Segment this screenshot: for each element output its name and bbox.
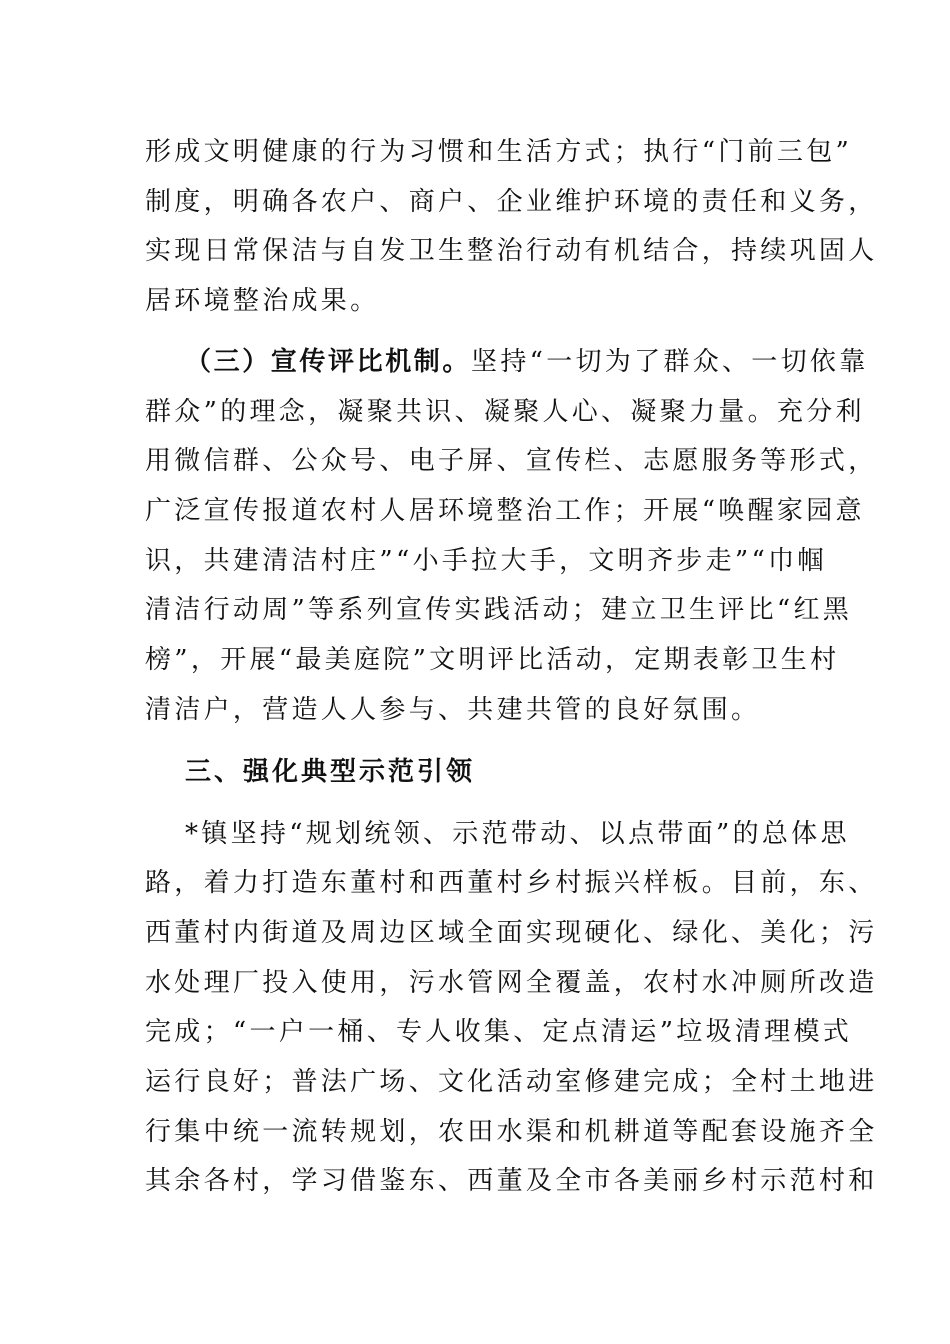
paragraph-line: *镇坚持“规划统领、示范带动、以点带面”的总体思 <box>185 819 850 849</box>
paragraph-line: 实现日常保洁与自发卫生整治行动有机结合，持续巩固人 <box>145 236 878 266</box>
section-heading: 三、强化典型示范引领 <box>185 757 476 787</box>
paragraph-line: 路，着力打造东董村和西董村乡村振兴样板。目前，东、 <box>145 868 878 898</box>
paragraph-line: 居环境整治成果。 <box>145 286 380 316</box>
paragraph-line: 行集中统一流转规划，农田水渠和机耕道等配套设施齐全 <box>145 1117 878 1147</box>
paragraph-line: 形成文明健康的行为习惯和生活方式；执行“门前三包” <box>145 137 853 167</box>
paragraph-line: 水处理厂投入使用，污水管网全覆盖，农村水冲厕所改造 <box>145 968 878 998</box>
paragraph-line: 制度，明确各农户、商户、企业维护环境的责任和义务， <box>145 187 878 217</box>
subsection-heading: （三）宣传评比机制。 <box>185 347 472 377</box>
paragraph-line: 完成；“一户一桶、专人收集、定点清运”垃圾清理模式 <box>145 1017 853 1047</box>
paragraph-line: 其余各村，学习借鉴东、西董及全市各美丽乡村示范村和 <box>145 1166 878 1196</box>
paragraph-line: 榜”，开展“最美庭院”文明评比活动，定期表彰卫生村 <box>145 645 840 675</box>
paragraph-line: 广泛宣传报道农村人居环境整治工作；开展“唤醒家园意 <box>145 496 865 526</box>
paragraph-text: 坚持“一切为了群众、一切依靠 <box>471 347 869 377</box>
paragraph-line: 西董村内街道及周边区域全面实现硬化、绿化、美化；污 <box>145 918 878 948</box>
paragraph-line: 清洁户，营造人人参与、共建共管的良好氛围。 <box>145 695 761 725</box>
paragraph-line: 运行良好；普法广场、文化活动室修建完成；全村土地进 <box>145 1067 878 1097</box>
paragraph-first-line <box>185 342 869 382</box>
paragraph-line: 识，共建清洁村庄”“小手拉大手，文明齐步走”“巾帼 <box>145 546 827 576</box>
paragraph-line: 清洁行动周”等系列宣传实践活动；建立卫生评比“红黑 <box>145 595 853 625</box>
paragraph-line: 用微信群、公众号、电子屏、宣传栏、志愿服务等形式， <box>145 446 878 476</box>
paragraph-line: 群众”的理念，凝聚共识、凝聚人心、凝聚力量。充分利 <box>145 397 865 427</box>
